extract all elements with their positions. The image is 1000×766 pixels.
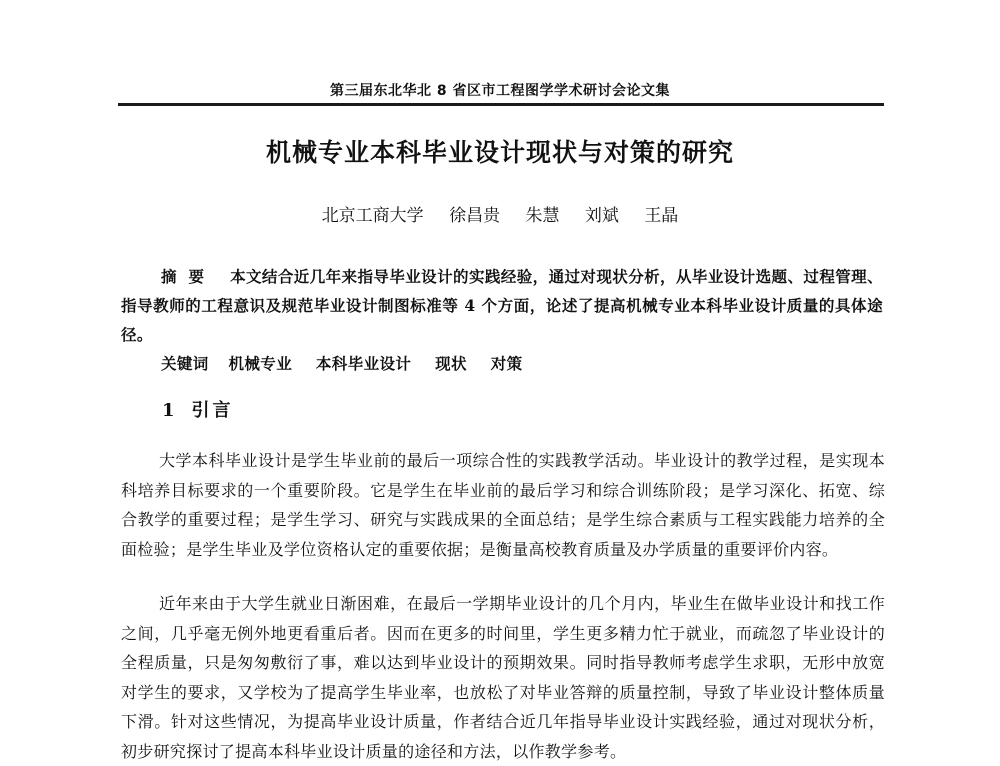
abstract-label: 摘要 (161, 267, 217, 286)
keyword: 本科毕业设计 (315, 354, 412, 373)
running-header: 第三届东北华北 8 省区市工程图学学术研讨会论文集 (330, 83, 670, 99)
author-name: 朱慧 (525, 206, 560, 226)
header-rule (118, 103, 884, 106)
body-paragraph: 大学本科毕业设计是学生毕业前的最后一项综合性的实践教学活动。毕业设计的教学过程，是实现本科培养目标要求的一个重要阶段。它是学生在毕业前的最后学习和综合训练阶段；是学习深化、拓宽、综合教学的重要过程；是学生学习、研究与实践成果的全面总结；是学生综合素质与工程实践能力培养的全面检验；是学生毕业及学位资格认定的重要依据；是衡量高校教育质量及办学质量的重要评价内容。 (121, 451, 885, 559)
keyword: 现状 (435, 354, 467, 373)
author-name: 刘斌 (584, 206, 619, 226)
section-title: 引言 (191, 400, 234, 421)
abstract-text: 本文结合近几年来指导毕业设计的实践经验，通过对现状分析，从毕业设计选题、过程管理、指导教师的工程意识及规范毕业设计制图标准等 4 个方面，论述了提高机械专业本科毕业设计质量的具体途径。 (121, 267, 883, 344)
author-line (100, 201, 900, 226)
keyword: 对策 (490, 354, 523, 373)
section-number: 1 (162, 400, 178, 421)
keyword: 机械专业 (228, 354, 293, 373)
section-heading (162, 396, 234, 422)
abstract (121, 262, 883, 349)
body-paragraph: 近年来由于大学生就业日渐困难，在最后一学期毕业设计的几个月内，毕业生在做毕业设计和找工作之间，几乎毫无例外地更看重后者。因而在更多的时间里，学生更多精力忙于就业，而疏忽了毕业设计的全程质量，只是匆匆敷衍了事，难以达到毕业设计的预期效果。同时指导教师考虑学生求职，无形中放宽对学生的要求，又学校为了提高学生毕业率，也放松了对毕业答辩的质量控制，导致了毕业设计整体质量下滑。针对这些情况，为提高毕业设计质量，作者结合近几年指导毕业设计实践经验，通过对现状分析，初步研究探讨了提高本科毕业设计质量的途径和方法，以作教学参考。 (121, 594, 885, 761)
author-name: 徐昌贵 (449, 206, 501, 226)
keywords-label: 关键词 (161, 354, 209, 373)
author-name: 王晶 (644, 206, 679, 226)
affiliation: 北京工商大学 (321, 206, 424, 226)
keywords (161, 349, 883, 378)
paper-title: 机械专业本科毕业设计现状与对策的研究 (265, 138, 734, 167)
